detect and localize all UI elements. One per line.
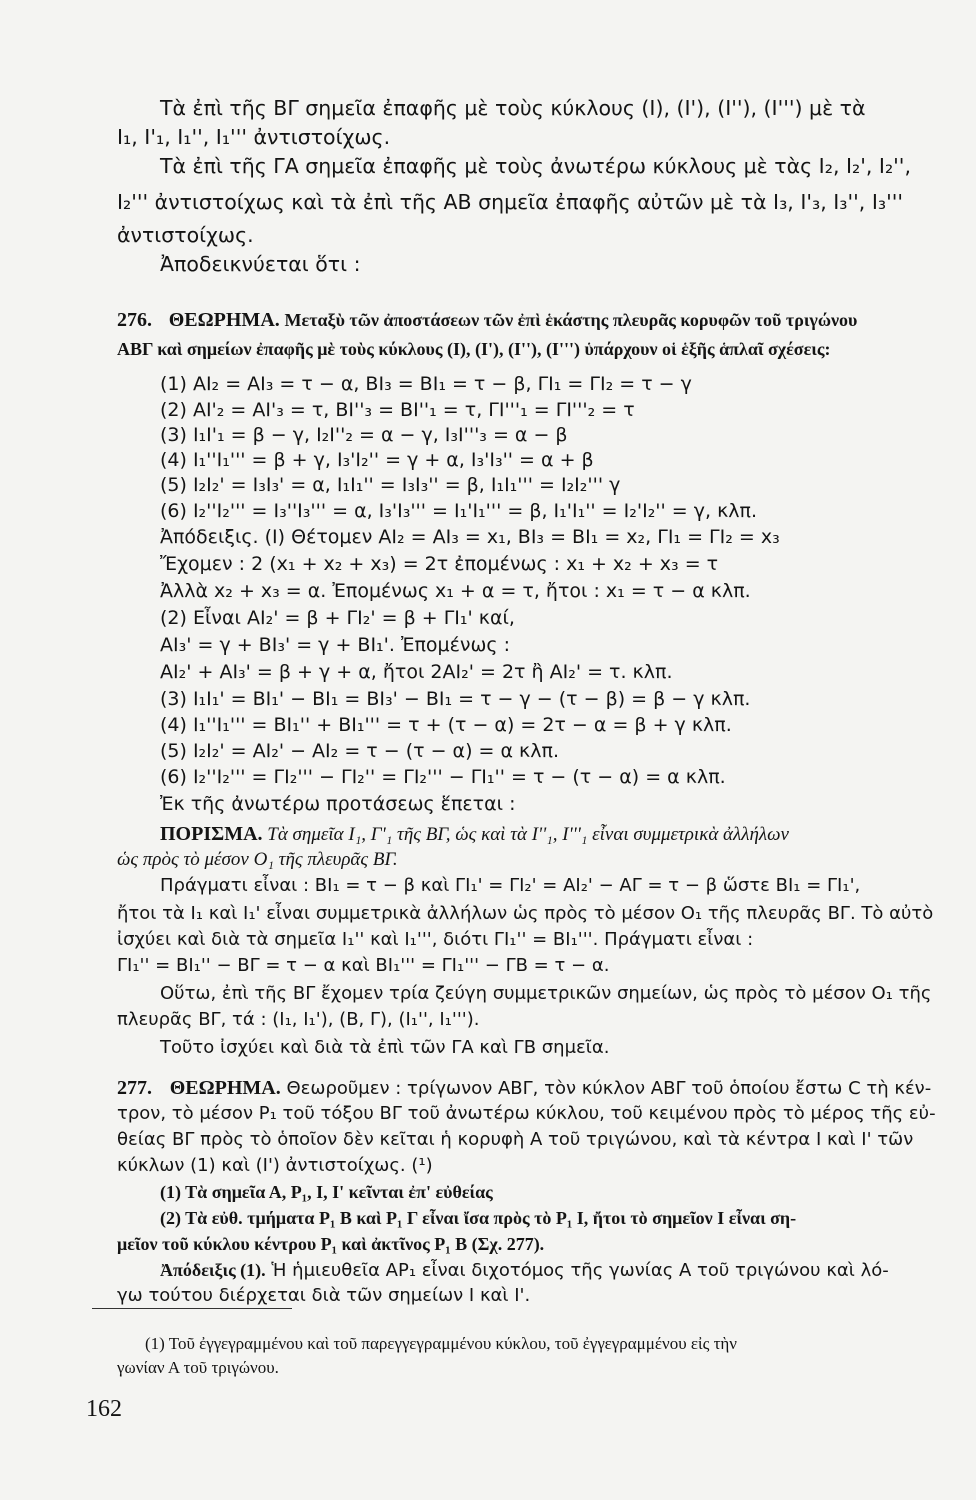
intro-line: Ι₂''' ἀντιστοίχως καὶ τὰ ἐπὶ τῆς ΑΒ σημεῖα ἐπαφῆς αὐτῶν μὲ τὰ Ι₃, Ι'₃, Ι₃'', Ι₃''' <box>117 190 903 214</box>
proof-line: Ἀπόδειξις. (Ι) Θέτομεν ΑΙ₂ = ΑΙ₃ = x₁, ΒΙ₃ = ΒΙ₁ = x₂, ΓΙ₁ = ΓΙ₂ = x₃ <box>160 526 780 548</box>
porism-line: ἤτοι τὰ Ι₁ καὶ Ι₁' εἶναι συμμετρικὰ ἀλλήλων ὡς πρὸς τὸ μέσον Ο₁ τῆς πλευρᾶς ΒΓ. Τὸ αὐτὸ <box>117 903 934 924</box>
intro-line: Τὰ ἐπὶ τῆς ΒΓ σημεῖα ἐπαφῆς μὲ τοὺς κύκλους (Ι), (Ι'), (Ι''), (Ι''') μὲ τὰ <box>160 96 866 120</box>
page-number: 162 <box>86 1396 122 1422</box>
relation-line: (6) Ι₂''Ι₂''' = Ι₃''Ι₃''' = α, Ι₃'Ι₃''' = Ι₁'Ι₁''' = β, Ι₁'Ι₁'' = Ι₂'Ι₂'' = γ, κλπ. <box>160 500 757 522</box>
theorem-statement: Μεταξὺ τῶν ἀποστάσεων τῶν ἐπὶ ἑκάστης πλευρᾶς κορυφῶν τοῦ τριγώνου <box>284 310 858 330</box>
relation-line: (3) Ι₁Ι'₁ = β − γ, Ι₂Ι''₂ = α − γ, Ι₃Ι'''₃ = α − β <box>160 424 568 446</box>
porism-line: Οὕτω, ἐπὶ τῆς ΒΓ ἔχομεν τρία ζεύγη συμμετρικῶν σημείων, ὡς πρὸς τὸ μέσον Ο₁ τῆς <box>160 983 932 1004</box>
theorem-276-heading <box>117 308 857 333</box>
proof-line: ΑΙ₃' = γ + ΒΙ₃' = γ + ΒΙ₁'. Ἐπομένως : <box>160 634 511 656</box>
theorem-label: ΘΕΩΡΗΜΑ. <box>168 309 280 331</box>
porism-line: ἰσχύει καὶ διὰ τὰ σημεῖα Ι₁'' καὶ Ι₁''', διότι ΓΙ₁'' = ΒΙ₁'''. Πράγματι εἶναι : <box>117 929 754 950</box>
theorem-text: τρον, τὸ μέσον Ρ₁ τοῦ τόξου ΒΓ τοῦ ἀνωτέρω κύκλου, τοῦ κειμένου πρὸς τὸ μέρος τῆς εὐ- <box>117 1103 936 1124</box>
proof-line: (2) Εἶναι ΑΙ₂' = β + ΓΙ₂' = β + ΓΙ₁' καί, <box>160 607 515 629</box>
porism-label: ΠΟΡΙΣΜΑ. <box>160 823 263 845</box>
relation-line: (1) ΑΙ₂ = ΑΙ₃ = τ − α, ΒΙ₃ = ΒΙ₁ = τ − β, ΓΙ₁ = ΓΙ₂ = τ − γ <box>160 373 692 395</box>
footnote-divider <box>92 1308 292 1309</box>
proof-line: ΑΙ₂' + ΑΙ₃' = β + γ + α, ἤτοι 2ΑΙ₂' = 2τ ἢ ΑΙ₂' = τ. κλπ. <box>160 661 673 683</box>
claim-line: (2) Τὰ εὐθ. τμήματα Ρ₁ Β καὶ Ρ₁ Γ εἶναι ἴσα πρὸς τὸ Ρ₁ Ι, ἤτοι τὸ σημεῖον Ι εἶναι ση- <box>160 1208 797 1228</box>
porism-statement: ὡς πρὸς τὸ μέσον Ο₁ τῆς πλευρᾶς ΒΓ. <box>117 849 398 870</box>
claim-line: μεῖον τοῦ κύκλου κέντρου Ρ₁ καὶ ἀκτῖνος Ρ₁ Β (Σχ. 277). <box>117 1234 545 1254</box>
footnote-line: (1) Τοῦ ἐγγεγραμμένου καὶ τοῦ παρεγγεγραμμένου κύκλου, τοῦ ἐγγεγραμμένου εἰς τὴν <box>145 1334 737 1353</box>
theorem-text: θείας ΒΓ πρὸς τὸ ὁποῖον δὲν κεῖται ἡ κορυφὴ Α τοῦ τριγώνου, καὶ τὰ κέντρα Ι καὶ Ι' τῶν <box>117 1129 914 1150</box>
proof-text: Ἡ ἡμιευθεῖα ΑΡ₁ εἶναι διχοτόμος τῆς γωνίας Α τοῦ τριγώνου καὶ λό- <box>271 1260 889 1281</box>
theorem-label: ΘΕΩΡΗΜΑ. <box>169 1077 281 1099</box>
proof-line: Ἐκ τῆς ἀνωτέρω προτάσεως ἕπεται : <box>160 793 516 815</box>
proof-line: (4) Ι₁''Ι₁''' = ΒΙ₁'' + ΒΙ₁''' = τ + (τ − α) = 2τ − α = β + γ κλπ. <box>160 714 732 736</box>
theorem-number: 276. <box>117 309 152 331</box>
relation-line: (2) ΑΙ'₂ = ΑΙ'₃ = τ, ΒΙ''₃ = ΒΙ''₁ = τ, ΓΙ'''₁ = ΓΙ'''₂ = τ <box>160 399 635 421</box>
theorem-number: 277. <box>117 1077 152 1099</box>
intro-line: ἀντιστοίχως. <box>117 223 254 247</box>
proof-line: Ἀλλὰ x₂ + x₃ = α. Ἐπομένως x₁ + α = τ, ἤτοι : x₁ = τ − α κλπ. <box>160 580 751 602</box>
relation-line: (4) Ι₁''Ι₁''' = β + γ, Ι₃'Ι₂'' = γ + α, Ι₃'Ι₃'' = α + β <box>160 449 594 471</box>
proof-line: Ἔχομεν : 2 (x₁ + x₂ + x₃) = 2τ ἐπομένως : x₁ + x₂ + x₃ = τ <box>160 553 719 575</box>
porism-line: πλευρᾶς ΒΓ, τά : (Ι₁, Ι₁'), (Β, Γ), (Ι₁'', Ι₁'''). <box>117 1009 480 1030</box>
theorem-text: κύκλων (1) καὶ (Ι') ἀντιστοίχως. (¹) <box>117 1155 433 1176</box>
proof-label: Ἀπόδειξις (1). <box>160 1260 266 1280</box>
proof-line: (6) Ι₂''Ι₂''' = ΓΙ₂''' − ΓΙ₂'' = ΓΙ₂''' − ΓΙ₁'' = τ − (τ − α) = α κλπ. <box>160 766 726 788</box>
theorem-277-heading <box>117 1076 931 1101</box>
porism-line: Πράγματι εἶναι : ΒΙ₁ = τ − β καὶ ΓΙ₁' = ΓΙ₂' = ΑΙ₂' − ΑΓ = τ − β ὥστε ΒΙ₁ = ΓΙ₁', <box>160 875 861 896</box>
porism-line: Τοῦτο ἰσχύει καὶ διὰ τὰ ἐπὶ τῶν ΓΑ καὶ ΓΒ σημεῖα. <box>160 1037 610 1058</box>
porism-line: ΓΙ₁'' = ΒΙ₁'' − ΒΓ = τ − α καὶ ΒΙ₁''' = ΓΙ₁''' − ΓΒ = τ − α. <box>117 955 610 976</box>
claim-line: (1) Τὰ σημεῖα Α, Ρ₁, Ι, Ι' κεῖνται ἐπ' εὐθείας <box>160 1182 493 1202</box>
theorem-statement: ΑΒΓ καὶ σημείων ἐπαφῆς μὲ τοὺς κύκλους (Ι), (Ι'), (Ι''), (Ι''') ὑπάρχουν οἱ ἑξῆς ἁπλαῖ σχέσεις: <box>117 339 831 359</box>
proof-line: (5) Ι₂Ι₂' = ΑΙ₂' − ΑΙ₂ = τ − (τ − α) = α κλπ. <box>160 740 559 762</box>
proof-text: γω τούτου διέρχεται διὰ τῶν σημείων Ι καὶ Ι'. <box>117 1285 531 1306</box>
relation-line: (5) Ι₂Ι₂' = Ι₃Ι₃' = α, Ι₁Ι₁'' = Ι₃Ι₃'' = β, Ι₁Ι₁''' = Ι₂Ι₂''' γ <box>160 474 621 496</box>
porism-statement: Τὰ σημεῖα Ι₁, Γ'₁ τῆς ΒΓ, ὡς καὶ τὰ Ι''₁, Ι'''₁ εἶναι συμμετρικὰ ἀλλήλων <box>267 824 789 845</box>
intro-line: Ι₁, Ι'₁, Ι₁'', Ι₁''' ἀντιστοίχως. <box>117 125 391 149</box>
proof-line: (3) Ι₁Ι₁' = ΒΙ₁' − ΒΙ₁ = ΒΙ₃' − ΒΙ₁ = τ − γ − (τ − β) = β − γ κλπ. <box>160 688 751 710</box>
porism-heading <box>160 822 789 847</box>
intro-line: Τὰ ἐπὶ τῆς ΓΑ σημεῖα ἐπαφῆς μὲ τοὺς ἀνωτέρω κύκλους μὲ τὰς Ι₂, Ι₂', Ι₂'', <box>160 154 911 178</box>
footnote-line: γωνίαν Α τοῦ τριγώνου. <box>117 1358 279 1377</box>
proof-277-line <box>160 1258 889 1283</box>
theorem-text: Θεωροῦμεν : τρίγωνον ΑΒΓ, τὸν κύκλον ΑΒΓ τοῦ ὁποίου ἔστω C τὴ κέν- <box>286 1078 932 1099</box>
intro-line: Ἀποδεικνύεται ὅτι : <box>160 252 361 276</box>
